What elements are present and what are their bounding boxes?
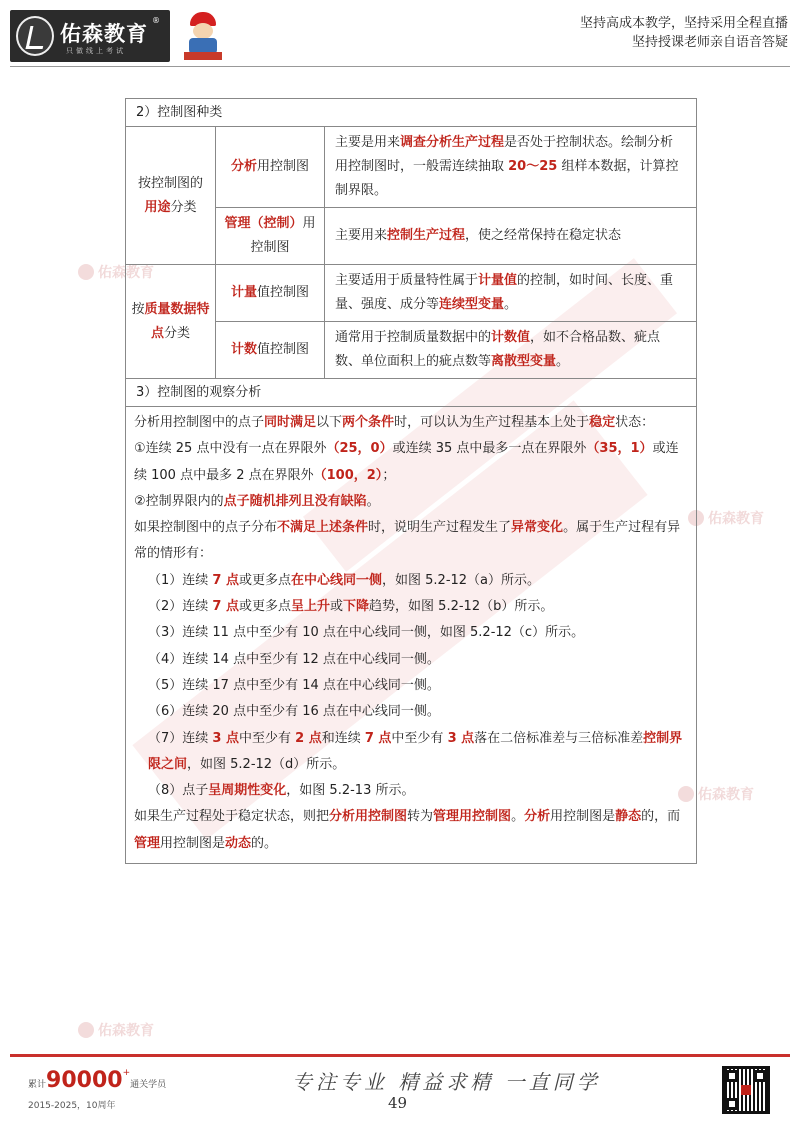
count-number: 90000 [46, 1068, 123, 1093]
anniversary-text: 2015-2025，10周年 [28, 1101, 116, 1111]
slogan-line: 坚持高成本教学，坚持采用全程直播 [579, 16, 788, 31]
watermark-text: 佑森教育 [98, 265, 154, 281]
category-highlight: 用途 [144, 199, 171, 215]
category-cell [126, 127, 216, 264]
type-name: 计量值控制图 [216, 265, 325, 321]
type-description: 主要是用来调查分析生产过程是否处于控制状态。绘制分析用控制图时，一般需连续抽取 20～25 组样本数据，计算控制界限。 [335, 135, 679, 198]
paragraph: 分析用控制图中的点子同时满足以下两个条件时，可以认为生产过程基本上处于稳定状态： [134, 415, 655, 430]
watermark-text: 佑森教育 [98, 1023, 154, 1039]
mascot-icon [184, 12, 224, 62]
category-text: 分类 [164, 325, 191, 341]
quality-classification [126, 265, 696, 379]
category-cell [126, 265, 216, 378]
count-plus: + [122, 1068, 131, 1078]
list-item: （1）连续 7 点或更多点在中心线同一侧，如图 5.2-12（a）所示。 [148, 572, 541, 588]
type-row [216, 265, 696, 322]
slogan-line: 坚持授课老师亲自语音答疑 [631, 35, 788, 50]
list-item: （2）连续 7 点或更多点呈上升或下降趋势，如图 5.2-12（b）所示。 [148, 599, 554, 615]
category-text: 按控制图的 [137, 175, 203, 191]
brand-tagline: 只做线上考试 [66, 47, 126, 55]
list-item: （8）点子呈周期性变化，如图 5.2-13 所示。 [148, 783, 415, 799]
watermark-text: 佑森教育 [708, 511, 764, 527]
watermark-text: 佑森教育 [698, 787, 754, 803]
section-title: 2）控制图种类 [126, 99, 696, 127]
section-title: 3）控制图的观察分析 [126, 379, 696, 407]
type-description: 主要用来控制生产过程，使之经常保持在稳定状态 [335, 228, 622, 243]
category-text: 分类 [170, 199, 197, 215]
student-count [28, 1068, 166, 1093]
page-header [0, 0, 800, 70]
count-prefix: 累计 [28, 1080, 47, 1090]
type-name: 管理（控制）用控制图 [216, 208, 325, 264]
category-highlight: 质量数据特点 [144, 301, 210, 341]
type-row [216, 322, 696, 378]
type-description: 通常用于控制质量数据中的计数值，如不合格品数、疵点数、单位面积上的疵点数等离散型变量。 [335, 330, 661, 369]
header-slogan [580, 14, 788, 52]
analysis-body [126, 407, 696, 863]
footer-divider [10, 1054, 790, 1057]
page-number: 49 [388, 1094, 408, 1112]
watermark-logo-icon [78, 1022, 94, 1038]
paragraph: 如果生产过程处于稳定状态，则把分析用控制图转为管理用控制图。分析用控制图是静态的，而管理用控制图是动态的。 [134, 809, 681, 851]
type-row [216, 208, 696, 264]
brand-mark-icon [16, 16, 54, 56]
list-item: （7）连续 3 点中至少有 2 点和连续 7 点中至少有 3 点落在二倍标准差与三倍标准差控制界限之间，如图 5.2-12（d）所示。 [148, 730, 683, 772]
registered-mark: ® [152, 16, 160, 25]
footer-motto: 专注专业 精益求精 一直同学 [292, 1070, 601, 1094]
watermark-logo-icon [78, 264, 94, 280]
list-item: （5）连续 17 点中至少有 14 点在中心线同一侧。 [148, 677, 440, 693]
list-item: （4）连续 14 点中至少有 12 点在中心线同一侧。 [148, 651, 440, 667]
category-text: 按 [131, 301, 145, 317]
qr-code-icon [722, 1066, 770, 1114]
type-description: 主要适用于质量特性属于计量值的控制，如时间、长度、重量、强度、成分等连续型变量。 [335, 273, 674, 312]
header-divider [10, 66, 790, 67]
paragraph: ①连续 25 点中没有一点在界限外（25，0）或连续 35 点中最多一点在界限外（35，1）或连续 100 点中最多 2 点在界限外（100，2）； [134, 441, 679, 483]
paragraph: 如果控制图中的点子分布不满足上述条件时，说明生产过程发生了异常变化。属于生产过程有异常的情形有： [134, 520, 681, 562]
count-suffix: 通关学员 [130, 1080, 167, 1090]
paragraph: ②控制界限内的点子随机排列且没有缺陷。 [134, 493, 380, 509]
list-item: （3）连续 11 点中至少有 10 点在中心线同一侧，如图 5.2-12（c）所示。 [148, 625, 585, 641]
usage-classification [126, 127, 696, 265]
list-item: （6）连续 20 点中至少有 16 点在中心线同一侧。 [148, 704, 440, 720]
type-row [216, 127, 696, 208]
type-name: 计数值控制图 [216, 322, 325, 378]
type-name: 分析用控制图 [216, 127, 325, 207]
content-table [125, 98, 697, 864]
brand-logo [10, 10, 170, 62]
brand-name: 佑森教育 [60, 22, 148, 46]
